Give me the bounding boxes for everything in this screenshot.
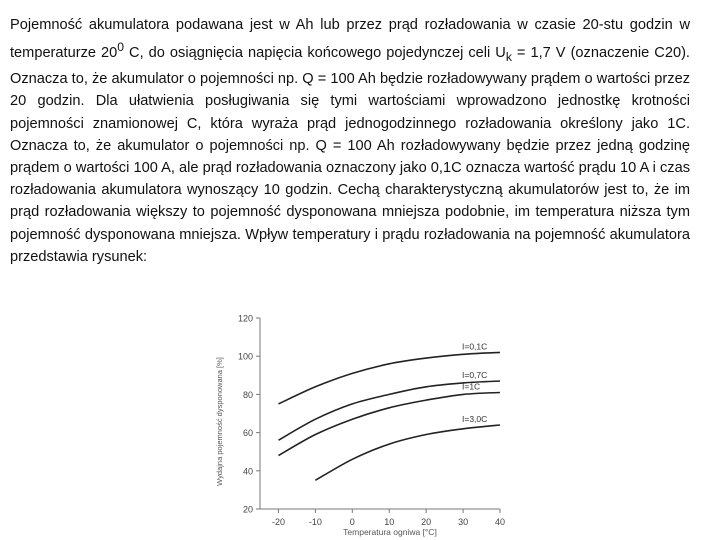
- x-tick-label: 20: [421, 517, 432, 527]
- y-tick-label: 40: [242, 466, 253, 477]
- series-line: [315, 425, 500, 480]
- x-tick-label: 10: [384, 517, 395, 527]
- series-label: I=1C: [462, 381, 481, 392]
- x-axis-label: Temperatura ogniwa [°C]: [343, 527, 437, 537]
- series-label: I=0,1C: [462, 341, 488, 352]
- y-axis-label: Wydajna pojemność dysponowana [%]: [215, 357, 224, 486]
- x-tick-label: 30: [458, 517, 469, 527]
- x-tick-label: 0: [349, 517, 355, 527]
- text-part-b: C, do osiągnięcia napięcia końcowego pojedynczej celi U: [124, 45, 506, 62]
- y-tick-label: 20: [242, 504, 253, 515]
- text-part-c: = 1,7 V (oznaczenie C20). Oznacza to, że akumulator o pojemności np. Q = 100 Ah będzie rozładowywany prądem o wartości przez 20 godzin. Dla ułatwienia posługiwania się tymi wartościami wprowadzono jednostkę krotności pojemności znamionowej C, która wyraża prąd jednogodzinnego rozładowania określony jako 1C. Oznacza to, że akumulator o pojemności np. Q = 100 Ah rozładowywany będzie przez jedną godzinę prądem o wartości 100 A, ale prąd rozładowania oznaczony jako 0,1C oznacza wartość prądu 10 A i czas rozładowania akumulatora wynoszący 10 godzin. Cechą charakterystyczną akumulatorów jest to, że im prąd rozładowania większy to pojemność dysponowana mniejsza podobnie, im temperatura niższa tym pojemność dysponowana mniejsza. Wpływ temperatury i prądu rozładowania na pojemność akumulatora przedstawia rysunek:: [10, 45, 690, 265]
- text-part-a: Pojemność akumulatora podawana jest w Ah lub przez prąd rozładowania w czasie 20-stu godzin w temperaturze 20: [10, 17, 690, 62]
- paragraph: [10, 14, 690, 268]
- y-tick-label: 120: [237, 313, 253, 324]
- document-body: [10, 14, 690, 268]
- x-tick-label: 40: [494, 517, 506, 527]
- degree-superscript: 0: [117, 40, 125, 55]
- y-tick-label: 100: [237, 351, 253, 362]
- k-subscript: k: [505, 49, 512, 64]
- series-line: [279, 393, 501, 456]
- capacity-chart: [200, 306, 520, 540]
- series-label: I=3,0C: [462, 413, 488, 424]
- y-tick-label: 60: [242, 428, 253, 439]
- x-tick-label: -10: [308, 517, 322, 527]
- capacity-chart-svg: [200, 306, 520, 540]
- x-tick-label: -20: [271, 517, 285, 527]
- series-label: I=0,7C: [462, 370, 488, 381]
- y-tick-label: 80: [242, 389, 253, 400]
